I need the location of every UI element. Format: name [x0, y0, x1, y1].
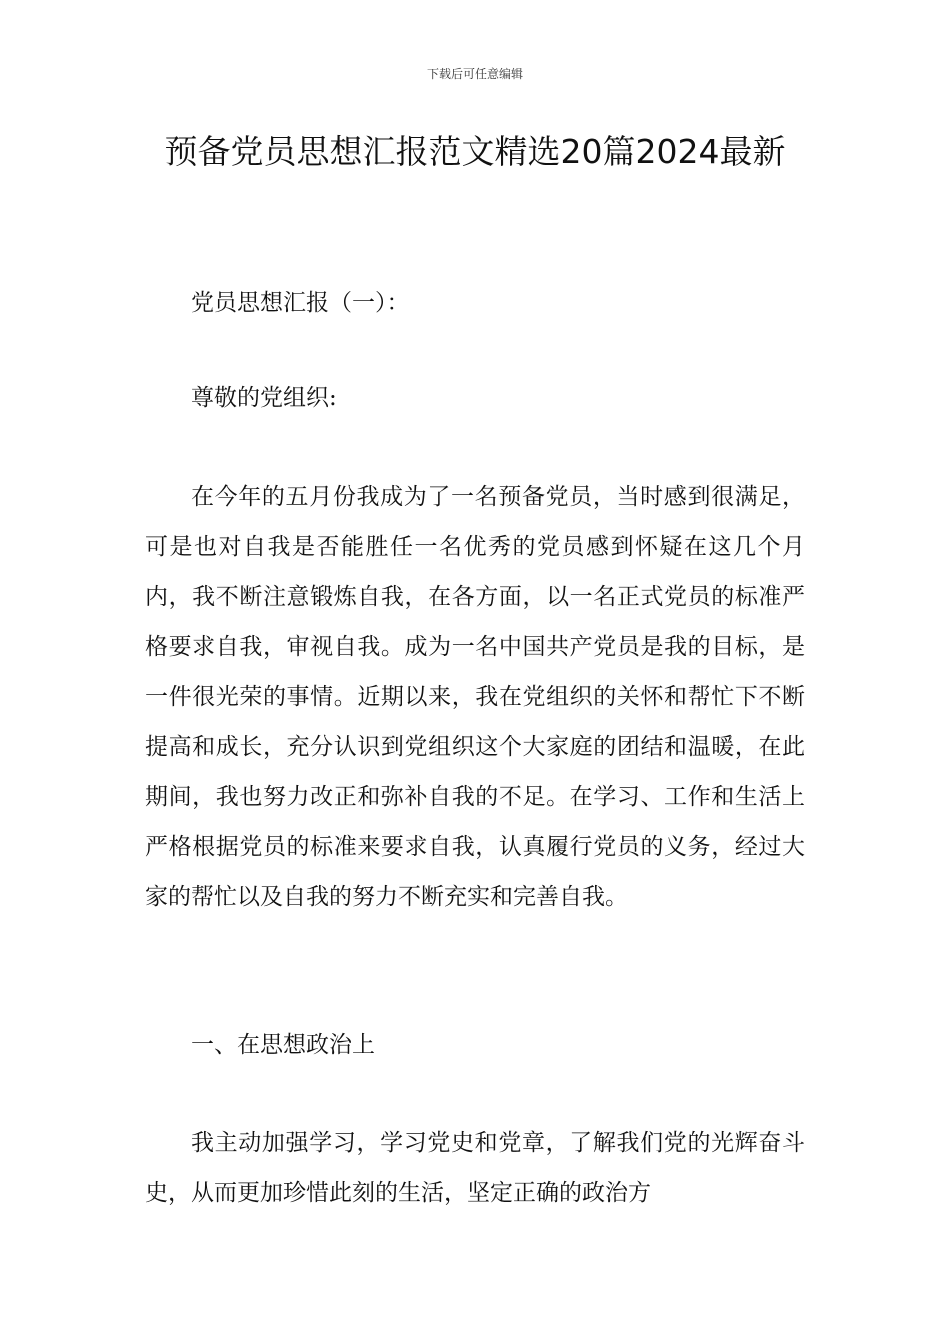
body-paragraph-1: 在今年的五月份我成为了一名预备党员，当时感到很满足，可是也对自我是否能胜任一名优秀的党员感到怀疑在这几个月内，我不断注意锻炼自我，在各方面，以一名正式党员的标准严格要求自我，审视自我。成为一名中国共产党员是我的目标，是一件很光荣的事情。近期以来，我在党组织的关怀和帮忙下不断提高和成长，充分认识到党组织这个大家庭的团结和温暖，在此期间，我也努力改正和弥补自我的不足。在学习、工作和生活上严格根据党员的标准来要求自我，认真履行党员的义务，经过大家的帮忙以及自我的努力不断充实和完善自我。	[145, 484, 805, 910]
salutation-block	[145, 373, 805, 423]
section-label-block	[145, 278, 805, 328]
paragraph-block-1	[145, 472, 805, 922]
section-label: 党员思想汇报（一）：	[191, 290, 410, 316]
body-paragraph-2: 我主动加强学习，学习党史和党章，了解我们党的光辉奋斗史，从而更加珍惜此刻的生活，坚定正确的政治方	[145, 1130, 805, 1206]
subheading-1: 一、在思想政治上	[191, 1032, 375, 1058]
salutation: 尊敬的党组织:	[191, 385, 337, 411]
header-note: 下载后可任意编辑	[426, 67, 523, 81]
paragraph-block-2	[145, 1118, 805, 1218]
document-title: 预备党员思想汇报范文精选20篇2024最新	[164, 132, 786, 171]
subheading-block-1	[145, 1020, 805, 1070]
